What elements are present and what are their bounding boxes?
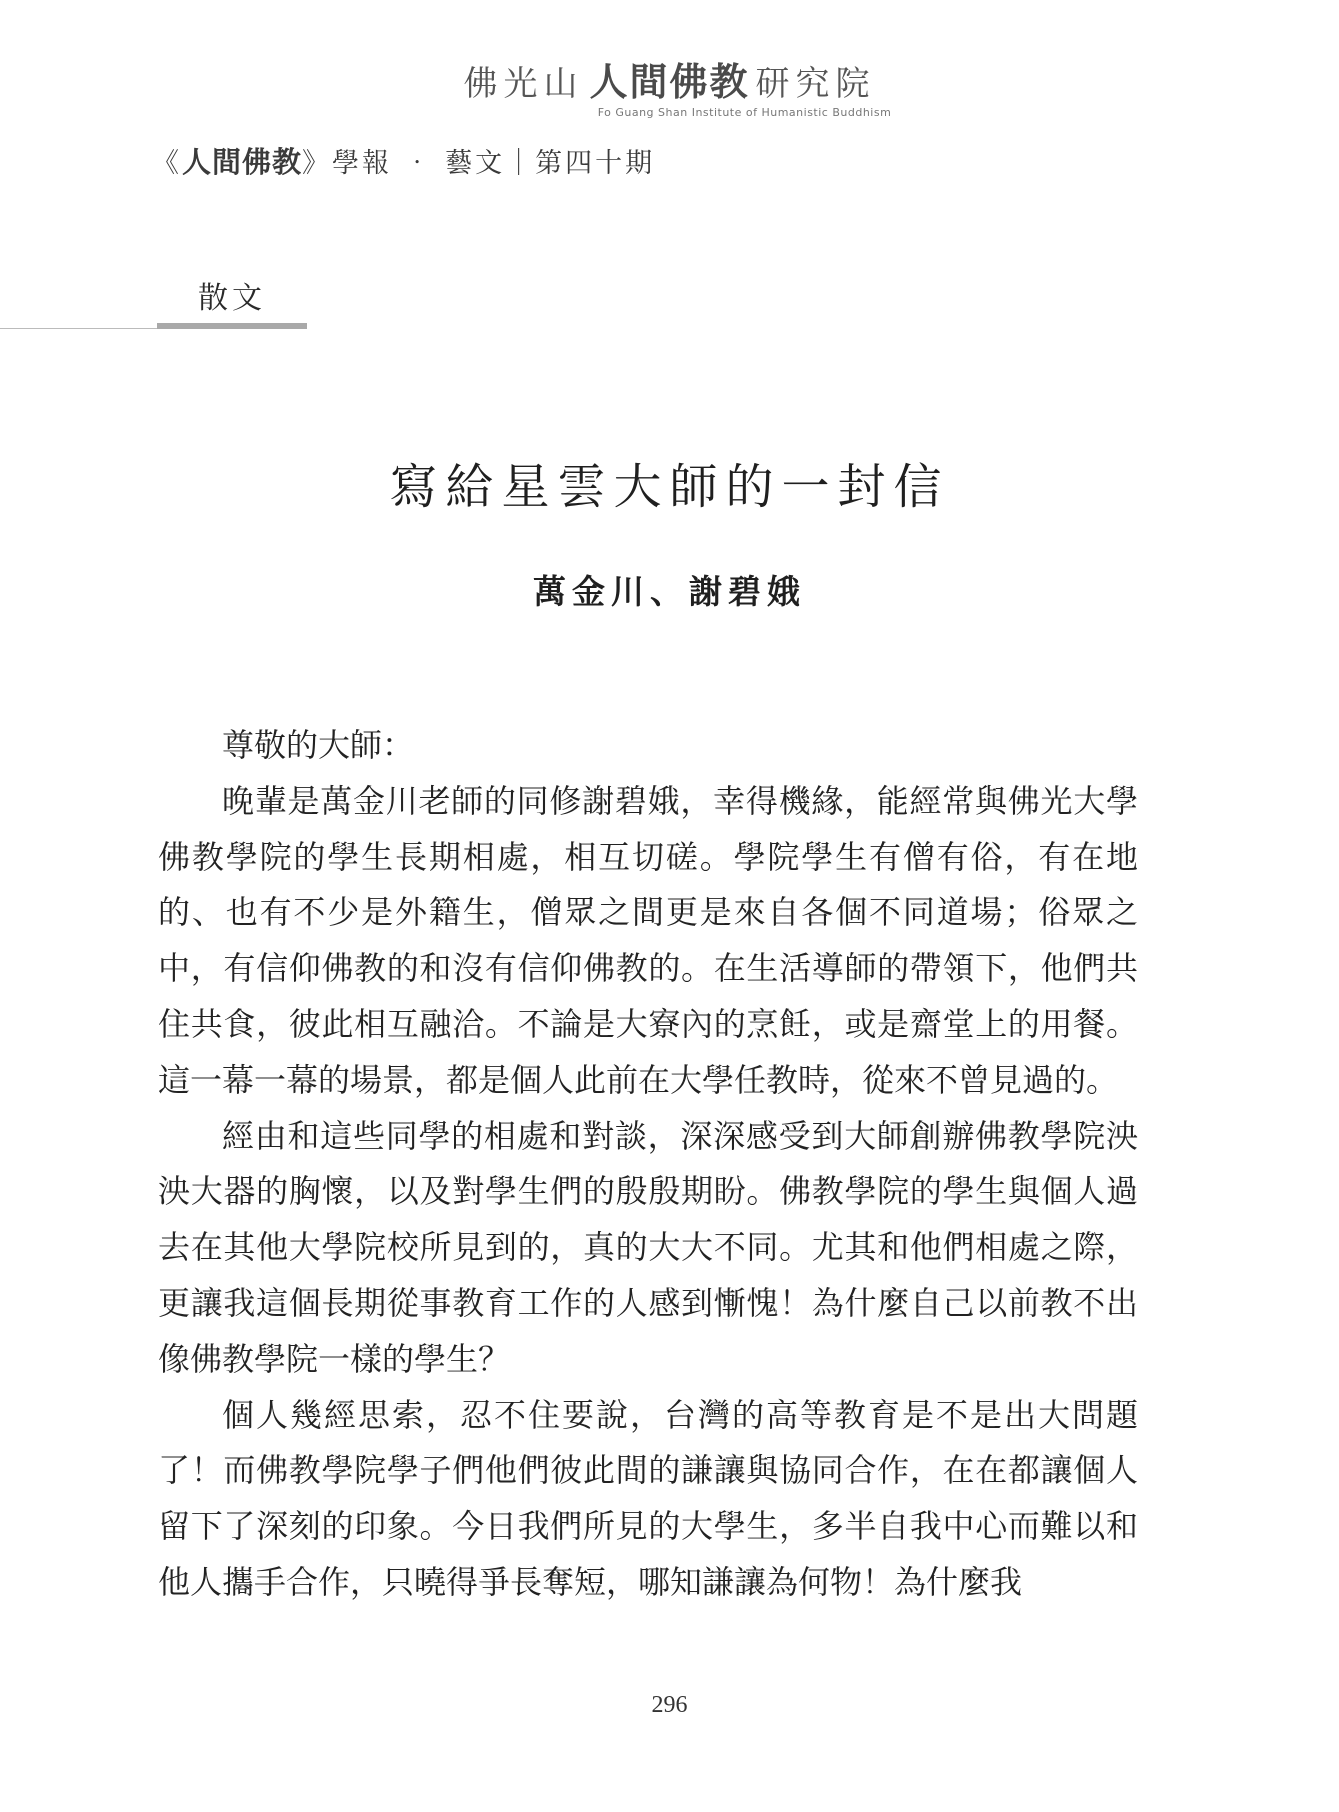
- article-body: [158, 718, 1138, 1611]
- journal-open-bracket: 《: [152, 148, 182, 179]
- article-title: 寫給星雲大師的一封信: [389, 459, 950, 515]
- paragraph-salutation: 尊敬的大師：: [222, 726, 415, 764]
- institute-suffix: 研究院: [755, 64, 876, 104]
- institute-name: [0, 59, 1339, 104]
- institute-brand-logotype: 人間佛教: [589, 59, 750, 104]
- institute-prefix: 佛光山: [463, 64, 584, 104]
- section-label: 散文: [198, 281, 266, 316]
- paragraph: 經由和這些同學的相處和對談，深深感受到大師創辦佛教學院泱泱大器的胸懷，以及對學生們的殷殷期盼。佛教學院的學生與個人過去在其他大學院校所見到的，真的大大不同。尤其和他們相處之際，更讓我這個長期從事教育工作的人感到慚愧！為什麼自己以前教不出像佛教學院一樣的學生？: [158, 1116, 1138, 1378]
- journal-close-bracket: 》: [302, 148, 333, 179]
- section-rule-thin: [0, 328, 157, 329]
- article-authors: 萬金川、謝碧娥: [533, 572, 806, 611]
- journal-brand-logotype: 人間佛教: [182, 145, 303, 179]
- paragraph: 個人幾經思索，忍不住要說，台灣的高等教育是不是出大問題了！而佛教學院學子們他們彼此間的謙讓與協同合作，在在都讓個人留下了深刻的印象。今日我們所見的大學生，多半自我中心而難以和他人攜手合作，只曉得爭長奪短，哪知謙讓為何物！為什麼我: [158, 1395, 1138, 1601]
- paragraph: 晚輩是萬金川老師的同修謝碧娥，幸得機緣，能經常與佛光大學佛教學院的學生長期相處，相互切磋。學院學生有僧有俗，有在地的、也有不少是外籍生，僧眾之間更是來自各個不同道場；俗眾之中，有信仰佛教的和沒有信仰佛教的。在生活導師的帶領下，他們共住共食，彼此相互融洽。不論是大寮內的烹飪，或是齋堂上的用餐。這一幕一幕的場景，都是個人此前在大學任教時，從來不曾見過的。: [158, 781, 1138, 1099]
- journal-running-head: [152, 140, 655, 181]
- page-number: 296: [651, 1692, 688, 1718]
- journal-section: 學報 ‧ 藝文｜第四十期: [332, 148, 656, 179]
- section-rule-thick: [157, 323, 307, 329]
- institute-english-name: Fo Guang Shan Institute of Humanistic Buddhism: [597, 106, 892, 119]
- institute-header: [0, 59, 1339, 119]
